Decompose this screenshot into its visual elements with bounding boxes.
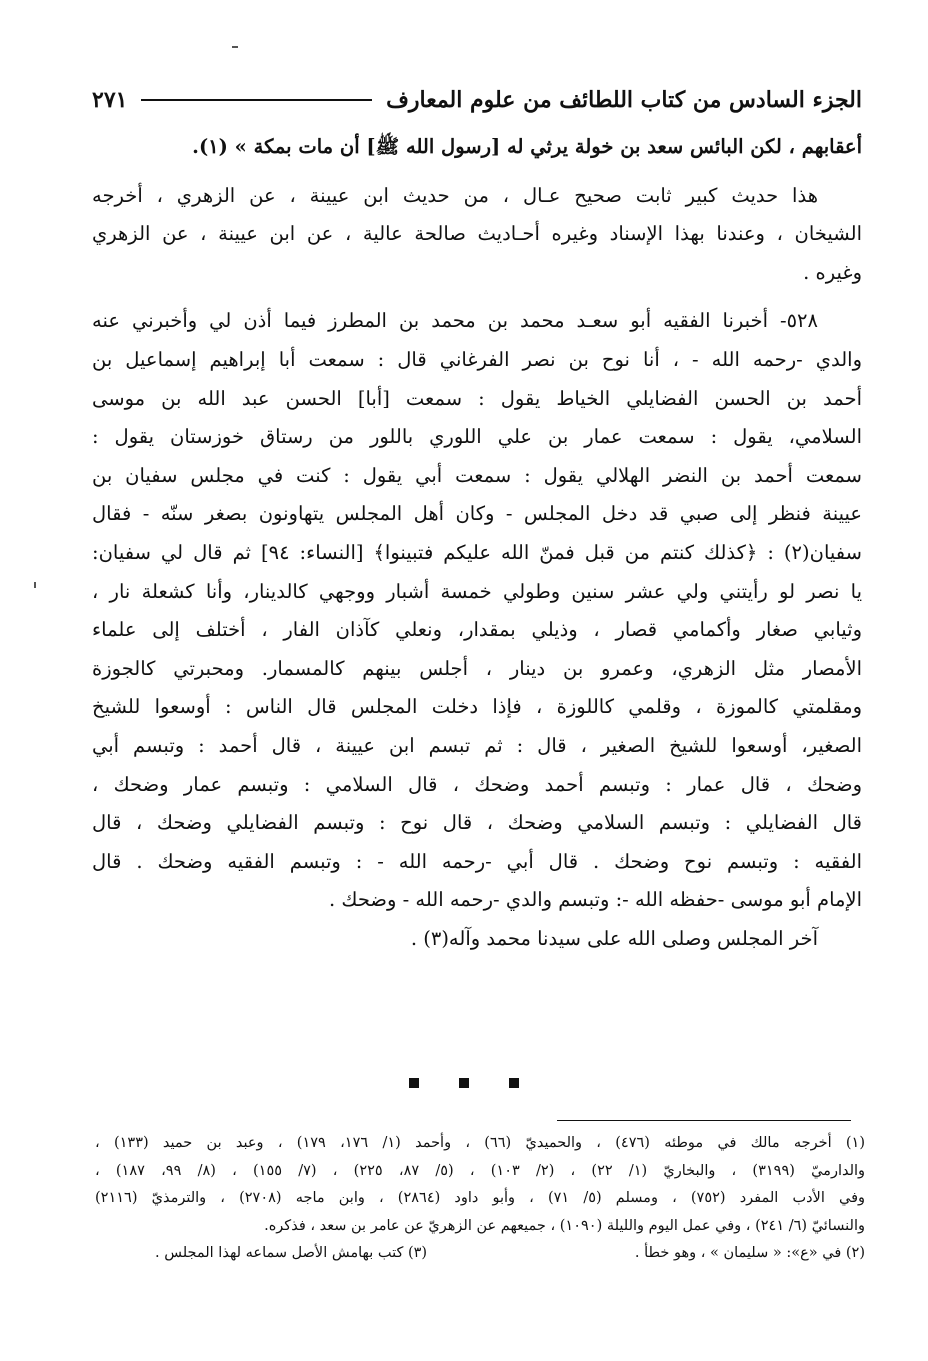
text-line: وغيره . — [803, 260, 862, 284]
page-number: ٢٧١ — [92, 87, 128, 113]
text-line: آخر المجلس وصلى الله على سيدنا محمد وآله(٣) . — [410, 926, 818, 950]
footnote-line: وفي الأدب المفرد (٧٥٢) ، ومسلم (٥/ ٧١) ، وأبو داود (٢٨٦٤) ، وابن ماجه (٢٧٠٨) ، والترمذيّ (٢١١٦) — [95, 1190, 865, 1206]
text-line: السلامي، يقول : سمعت عمار بن علي اللوري باللور من رستاق خوزستان يقول : — [92, 425, 862, 449]
scan-mark — [232, 46, 238, 48]
text-line: ومقلمتي كالموزة ، وقلمي كاللوزة ، فإذا دخلت المجلس قال الناس : أوسعوا للشيخ — [92, 695, 862, 719]
section-separator — [0, 1073, 928, 1092]
text-line: عيينة فنظر إلى صبي قد دخل المجلس - وكان أهل المجلس يتهاونون بصغر سنّه - فقال — [92, 502, 862, 526]
running-header — [92, 83, 862, 117]
footnote-line: والنسائيّ (٦/ ٢٤١) ، وفي عمل اليوم والليلة (١٠٩٠) ، جميعهم عن الزهريّ عن عامر بن سعد ، فذكره. — [264, 1217, 865, 1234]
footnote-line: (١) أخرجه مالك في موطئه (٤٧٦) ، والحميديّ (٦٦) ، وأحمد (١/ ١٧٦، ١٧٩) ، وعبد بن حميد (١٣٣) ، — [95, 1135, 865, 1151]
text-line: وثيابي صغار وأكمامي قصار ، وذيلي بمقدار، ونعلي كآذان الفار ، أختلف إلى علماء — [92, 618, 862, 642]
text-line: الإمام أبو موسى -حفظه الله -: وتبسم والدي -رحمه الله - وضحك . — [328, 888, 862, 912]
footnote-rule — [557, 1120, 851, 1121]
text-line: الفقيه : وتبسم نوح وضحك . قال أبي -رحمه الله - : وتبسم الفقيه وضحك . قال — [92, 849, 862, 873]
text-line: أحمد بن الحسن الفضايلي الخياط يقول : سمعت [أبا] الحسن عبد الله بن موسى — [92, 386, 862, 410]
text-line: وضحك ، قال عمار : وتبسم أحمد وضحك ، قال السلامي : وتبسم عمار وضحك ، — [92, 772, 862, 796]
text-line: الأمصار مثل الزهري، وعمرو بن دينار ، أجلس بينهم كالمسمار. ومحبرتي كالجوزة — [92, 656, 862, 680]
separator-square-icon — [509, 1078, 519, 1088]
text-line: ٥٢٨- أخبرنا الفقيه أبو سعـد محمد بن محمد بن المطرز فيما أذن لي وأخبرني عنه — [92, 309, 818, 333]
text-line: أعقابهم ، لكن البائس سعد بن خولة يرثي له [رسول الله ﷺ] أن مات بمكة » (١). — [192, 135, 862, 158]
paragraph-gap — [92, 167, 862, 177]
text-line: الشيخان ، وعندنا بهذا الإسناد وغيره أحـاديث صالحة عالية ، عن ابن عيينة ، عن الزهري — [92, 222, 862, 246]
footnote-2: (٢) في «ع»: « سليمان » ، وهو خطأ . — [634, 1245, 865, 1261]
main-text — [92, 128, 862, 958]
text-line: الصغير، أوسعوا للشيخ الصغير ، قال : ثم تبسم ابن عيينة ، قال أحمد : وتبسم أبي — [92, 733, 862, 757]
text-line: هذا حديث كبير ثابت صحيح عـال ، من حديث ابن عيينة ، عن الزهري ، أخرجه — [92, 183, 818, 207]
text-line: يا نصر لو رأيتني ولي عشر سنين وطولي خمسة أشبار ووجهي كالدينار، وأنا كشعلة نار ، — [92, 579, 862, 603]
footnote-line: والدارميّ (٣١٩٩) ، والبخاريّ (١/ ٢٢) ، (٢/ ١٠٣) ، (٥/ ٨٧، ٢٢٥) ، (٧/ ١٥٥) ، (٨/ ٩٩، ١٨٧) ، — [95, 1162, 865, 1179]
footnote-line — [95, 1240, 865, 1268]
paragraph-gap — [92, 292, 862, 302]
header-title: الجزء السادس من كتاب اللطائف من علوم المعارف — [386, 87, 862, 113]
text-line: سمعت أحمد بن النضر الهلالي يقول : سمعت أبي يقول : كنت في مجلس سفيان بن — [92, 463, 862, 487]
text-line: سفيان(٢) : ﴿كذلك كنتم من قبل فمنّ الله عليكم فتبينوا﴾ [النساء: ٩٤] ثم قال لي سفيان: — [92, 540, 862, 564]
footnotes — [95, 1130, 865, 1268]
text-line: والدي -رحمه الله - ، أنا نوح بن نصر الفرغاني قال : سمعت أبا إبراهيم إسماعيل بن — [92, 347, 862, 371]
separator-square-icon — [409, 1078, 419, 1088]
separator-square-icon — [459, 1078, 469, 1088]
scan-mark — [34, 582, 36, 588]
text-line: قال الفضايلي : وتبسم السلامي وضحك ، قال نوح : وتبسم الفضايلي وضحك ، قال — [92, 811, 862, 835]
footnote-3: (٣) كتب بهامش الأصل سماعه لهذا المجلس . — [155, 1245, 428, 1261]
header-rule — [141, 99, 372, 101]
